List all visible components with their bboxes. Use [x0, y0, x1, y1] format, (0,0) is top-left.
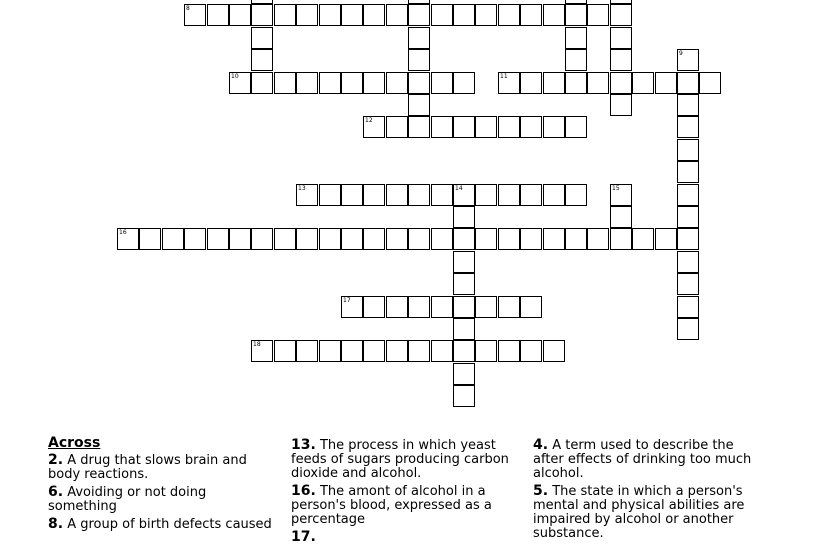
grid-cell[interactable]: [453, 72, 475, 94]
clues-column-2: [291, 438, 521, 548]
grid-cell[interactable]: [408, 4, 430, 26]
grid-cell[interactable]: [565, 27, 587, 49]
grid-cell[interactable]: [386, 72, 408, 94]
clue-number: 16: [119, 229, 127, 236]
grid-cell[interactable]: [587, 228, 609, 250]
grid-cell[interactable]: [319, 4, 341, 26]
grid-cell[interactable]: [498, 184, 520, 206]
clue-number: 15: [612, 185, 620, 192]
grid-cell[interactable]: [565, 184, 587, 206]
grid-cell[interactable]: [207, 4, 229, 26]
grid-cell[interactable]: [207, 228, 229, 250]
grid-cell[interactable]: [431, 72, 453, 94]
grid-cell[interactable]: [453, 184, 475, 206]
clue-down-5: 5. The state in which a person's mental and physical abilities are impaired by alcohol or another substance.: [533, 483, 745, 541]
grid-cell[interactable]: [677, 116, 699, 138]
grid-cell[interactable]: [677, 72, 699, 94]
grid-cell[interactable]: [408, 72, 430, 94]
grid-cell[interactable]: [610, 206, 632, 228]
grid-cell[interactable]: [341, 4, 363, 26]
grid-cell[interactable]: [520, 116, 542, 138]
grid-cell[interactable]: [453, 296, 475, 318]
grid-cell[interactable]: [251, 228, 273, 250]
grid-cell[interactable]: [475, 228, 497, 250]
grid-cell[interactable]: [475, 296, 497, 318]
grid-cell[interactable]: [610, 49, 632, 71]
grid-cell[interactable]: [565, 72, 587, 94]
grid-cell[interactable]: [408, 94, 430, 116]
grid-cell[interactable]: [431, 340, 453, 362]
grid-cell[interactable]: [341, 228, 363, 250]
grid-cell[interactable]: [453, 273, 475, 295]
grid-cell[interactable]: [251, 27, 273, 49]
grid-cell[interactable]: [319, 72, 341, 94]
grid-cell[interactable]: [296, 228, 318, 250]
grid-cell[interactable]: [363, 4, 385, 26]
clue-number: 12: [365, 117, 373, 124]
grid-cell[interactable]: [677, 206, 699, 228]
grid-cell[interactable]: [677, 251, 699, 273]
clue-number: 18: [253, 341, 261, 348]
grid-cell[interactable]: [453, 385, 475, 407]
grid-cell[interactable]: [251, 340, 273, 362]
grid-cell[interactable]: [408, 116, 430, 138]
grid-cell[interactable]: [677, 161, 699, 183]
grid-cell[interactable]: [386, 4, 408, 26]
grid-cell[interactable]: [610, 72, 632, 94]
grid-cell[interactable]: [655, 228, 677, 250]
grid-cell[interactable]: [565, 4, 587, 26]
grid-cell[interactable]: [543, 340, 565, 362]
grid-cell[interactable]: [453, 363, 475, 385]
grid-cell[interactable]: [386, 228, 408, 250]
grid-cell[interactable]: [363, 340, 385, 362]
grid-cell[interactable]: [543, 228, 565, 250]
grid-cell[interactable]: [520, 184, 542, 206]
grid-cell[interactable]: [632, 72, 654, 94]
grid-cell[interactable]: [363, 116, 385, 138]
grid-cell[interactable]: [229, 4, 251, 26]
clue-across-16: 16. The amont of alcohol in a person's blood, expressed as a percentage: [291, 483, 492, 527]
grid-cell[interactable]: [610, 228, 632, 250]
grid-cell[interactable]: [610, 4, 632, 26]
grid-cell[interactable]: [408, 49, 430, 71]
grid-cell[interactable]: [319, 340, 341, 362]
grid-cell[interactable]: [475, 340, 497, 362]
grid-cell[interactable]: [610, 184, 632, 206]
grid-cell[interactable]: [341, 184, 363, 206]
grid-cell[interactable]: [543, 116, 565, 138]
grid-cell[interactable]: [386, 184, 408, 206]
grid-cell[interactable]: [543, 72, 565, 94]
grid-cell[interactable]: [408, 296, 430, 318]
grid-cell[interactable]: [520, 72, 542, 94]
grid-cell[interactable]: [453, 318, 475, 340]
grid-cell[interactable]: [632, 228, 654, 250]
clue-across-2: 2. A drug that slows brain and body reactions.: [48, 452, 247, 482]
grid-cell[interactable]: [699, 72, 721, 94]
grid-cell[interactable]: [386, 296, 408, 318]
grid-cell[interactable]: [498, 72, 520, 94]
grid-cell[interactable]: [543, 4, 565, 26]
grid-cell[interactable]: [363, 184, 385, 206]
grid-cell[interactable]: [251, 72, 273, 94]
grid-cell[interactable]: [677, 94, 699, 116]
grid-cell[interactable]: [587, 72, 609, 94]
grid-cell[interactable]: [229, 72, 251, 94]
grid-cell[interactable]: [184, 4, 206, 26]
grid-cell[interactable]: [363, 296, 385, 318]
grid-cell[interactable]: [610, 27, 632, 49]
grid-cell[interactable]: [498, 228, 520, 250]
grid-cell[interactable]: [139, 228, 161, 250]
grid-cell[interactable]: [677, 296, 699, 318]
grid-cell[interactable]: [453, 228, 475, 250]
grid-cell[interactable]: [274, 72, 296, 94]
grid-cell[interactable]: [408, 184, 430, 206]
clue-across-13: 13. The process in which yeast feeds of sugars producing carbon dioxide and alcohol.: [291, 437, 509, 481]
grid-cell[interactable]: [341, 72, 363, 94]
grid-cell[interactable]: [610, 94, 632, 116]
grid-cell[interactable]: [296, 184, 318, 206]
grid-cell[interactable]: [520, 340, 542, 362]
clue-number: 14: [455, 185, 463, 192]
grid-cell[interactable]: [520, 296, 542, 318]
grid-cell[interactable]: [117, 228, 139, 250]
grid-cell[interactable]: [677, 139, 699, 161]
grid-cell[interactable]: [475, 116, 497, 138]
grid-cell[interactable]: [677, 228, 699, 250]
grid-cell[interactable]: [184, 228, 206, 250]
clue-number: 10: [231, 73, 239, 80]
grid-cell[interactable]: [363, 228, 385, 250]
grid-cell[interactable]: [498, 116, 520, 138]
grid-cell[interactable]: [251, 49, 273, 71]
clue-across-17: 17.: [291, 529, 316, 545]
grid-cell[interactable]: [520, 4, 542, 26]
grid-cell[interactable]: [296, 340, 318, 362]
grid-cell[interactable]: [498, 4, 520, 26]
clues-column-3: [533, 438, 763, 544]
grid-cell[interactable]: [431, 184, 453, 206]
clue-number: 17: [343, 297, 351, 304]
clue-across-8: 8. A group of birth defects caused: [48, 516, 272, 532]
grid-cell[interactable]: [408, 27, 430, 49]
grid-cell[interactable]: [431, 228, 453, 250]
grid-cell[interactable]: [453, 340, 475, 362]
clue-number: 8: [186, 5, 190, 12]
grid-cell[interactable]: [543, 184, 565, 206]
grid-cell[interactable]: [274, 4, 296, 26]
grid-cell[interactable]: [677, 273, 699, 295]
grid-cell[interactable]: [498, 296, 520, 318]
grid-cell[interactable]: [251, 4, 273, 26]
grid-cell[interactable]: [341, 340, 363, 362]
grid-cell[interactable]: [162, 228, 184, 250]
across-header: Across: [48, 435, 101, 451]
grid-cell[interactable]: [453, 4, 475, 26]
clue-number: 11: [500, 73, 508, 80]
grid-cell[interactable]: [453, 251, 475, 273]
grid-cell[interactable]: [341, 296, 363, 318]
grid-cell[interactable]: [386, 116, 408, 138]
grid-cell[interactable]: [296, 72, 318, 94]
grid-cell[interactable]: [565, 116, 587, 138]
grid-cell[interactable]: [677, 49, 699, 71]
grid-cell[interactable]: [453, 206, 475, 228]
grid-cell[interactable]: [408, 340, 430, 362]
grid-cell[interactable]: [431, 4, 453, 26]
clue-across-6: 6. Avoiding or not doing something: [48, 484, 207, 514]
grid-cell[interactable]: [453, 116, 475, 138]
grid-cell[interactable]: [431, 116, 453, 138]
grid-cell[interactable]: [587, 4, 609, 26]
grid-cell[interactable]: [274, 340, 296, 362]
grid-cell[interactable]: [296, 4, 318, 26]
grid-cell[interactable]: [229, 228, 251, 250]
grid-cell[interactable]: [677, 318, 699, 340]
grid-cell[interactable]: [274, 228, 296, 250]
grid-cell[interactable]: [498, 340, 520, 362]
grid-cell[interactable]: [319, 228, 341, 250]
grid-cell[interactable]: [386, 340, 408, 362]
grid-cell[interactable]: [475, 184, 497, 206]
grid-cell[interactable]: [431, 296, 453, 318]
grid-cell[interactable]: [677, 184, 699, 206]
grid-cell[interactable]: [475, 4, 497, 26]
grid-cell[interactable]: [655, 72, 677, 94]
grid-cell[interactable]: [319, 184, 341, 206]
clue-down-4: 4. A term used to describe the after effects of drinking too much alcohol.: [533, 437, 752, 481]
grid-cell[interactable]: [408, 228, 430, 250]
grid-cell[interactable]: [520, 228, 542, 250]
grid-cell[interactable]: [565, 49, 587, 71]
grid-cell[interactable]: [565, 228, 587, 250]
clues-column-1: [48, 436, 278, 535]
clue-number: 9: [679, 50, 683, 57]
clue-number: 13: [298, 185, 306, 192]
grid-cell[interactable]: [363, 72, 385, 94]
